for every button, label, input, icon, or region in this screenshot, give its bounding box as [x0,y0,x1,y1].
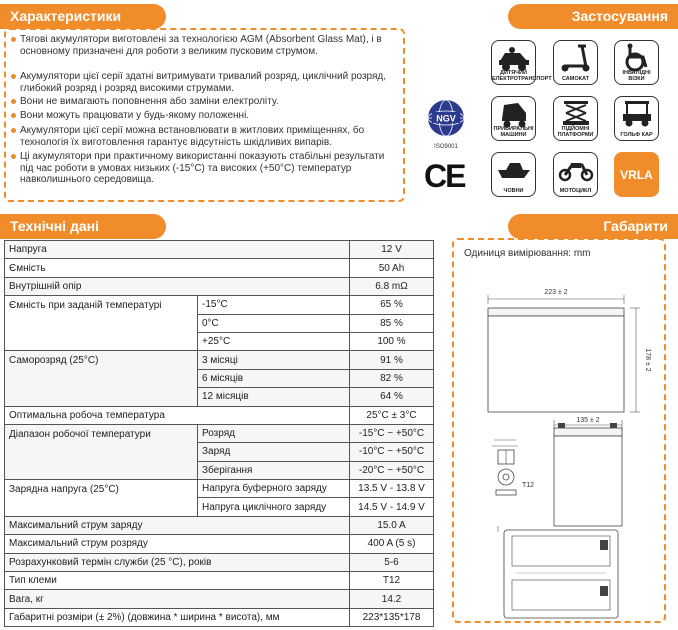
param-value: 65 % [350,296,434,314]
table-row [5,535,434,553]
golf-cart-icon [619,99,655,129]
app-vrla [614,152,659,197]
motorcycle-icon [558,155,594,185]
param-condition: Напруга буферного заряду [198,480,350,498]
param-value: 14.2 [350,590,434,608]
iso-text: ISO9001 [434,144,458,150]
app-label: МОТОЦИКЛ [559,188,592,194]
characteristics-title: Характеристики [10,8,122,24]
ngv-logo [424,98,468,148]
param-value: 15.0 A [350,516,434,534]
param-value: -10°C ~ +50°C [350,443,434,461]
scooter-icon [558,43,594,73]
ce-mark: CE [424,158,465,194]
param-condition: 0°C [198,314,350,332]
characteristic-item: Акумулятори цієї серії здатні витримувати тривалий розряд, циклічний розряд, глибокий розряд і розряд високими струмами. [20,71,400,94]
vrla-badge: VRLA [620,168,653,182]
param-label: Вага, кг [5,590,350,608]
app-wheelchair [614,40,659,85]
param-value: 50 Ah [350,259,434,277]
param-label: Діапазон робочої температури [5,424,198,479]
param-value: 14.5 V - 14.9 V [350,498,434,516]
table-row [5,608,434,626]
tech-title: Технічні дані [10,218,99,234]
unit-label: Одиниця вимірювання: mm [464,248,591,259]
dimensions-title: Габарити [603,218,668,234]
app-golf [614,96,659,141]
dimension-drawing [454,262,664,622]
param-value: 5-6 [350,553,434,571]
param-label: Максимальний струм заряду [5,516,350,534]
app-boat [491,152,536,197]
param-label: Розрахунковий термін служби (25 °C), років [5,553,350,571]
dimensions-box [452,238,666,623]
characteristic-item: Тягові акумулятори виготовлені за технологією AGM (Absorbent Glass Mat), і в основному призначені для роботи з великим пусковим струмом. [20,34,400,57]
param-label: Напруга [5,241,350,259]
length-dimension: 223 ± 2 [544,289,568,296]
table-row [5,516,434,534]
param-condition: 6 місяців [198,369,350,387]
param-value: 6.8 mΩ [350,277,434,295]
table-row [5,259,434,277]
characteristic-item: Ці акумулятори при практичному використанні показують стабільні результати під час роботи в умовах низьких (-15°C) та високих (+50°C) температур навколишнього середовища. [20,151,400,186]
param-value: 13.5 V - 13.8 V [350,480,434,498]
lift-platform-icon [558,99,594,129]
app-label: САМОКАТ [561,76,590,82]
app-label: ІНВАЛІДНІ ВІЗКИ [622,70,651,82]
table-row [5,553,434,571]
param-condition: Зберігання [198,461,350,479]
dimensions-header [508,214,678,239]
param-value: 25°C ± 3°C [350,406,434,424]
table-row [5,406,434,424]
terminal-detail [492,440,534,495]
characteristic-item: Вони можуть працювати у будь-якому положенні. [20,110,400,122]
param-condition: 3 місяці [198,351,350,369]
param-value: 400 A (5 s) [350,535,434,553]
param-label: Ємність при заданій температурі [5,296,198,351]
param-value: 100 % [350,332,434,350]
table-row [5,296,434,314]
param-condition: +25°C [198,332,350,350]
param-value: 91 % [350,351,434,369]
param-value: 64 % [350,388,434,406]
param-value: 82 % [350,369,434,387]
table-row [5,241,434,259]
table-row [5,572,434,590]
app-label: ДИТЯЧИЙ ЕЛЕКТРОТРАНСПОРТ [492,70,552,82]
ngv-text: NGV [436,113,456,124]
table-row [5,351,434,369]
param-label: Оптимальна робоча температура [5,406,350,424]
width-dimension: 135 ± 2 [576,417,600,424]
param-label: Внутрішній опір [5,277,350,295]
app-motorcycle [553,152,598,197]
characteristics-box [4,28,405,202]
param-value: 223*135*178 [350,608,434,626]
terminal-label: T12 [522,482,535,489]
boat-icon [496,155,532,185]
param-value: 85 % [350,314,434,332]
app-label: ПРИБИРАЛЬНІ МАШИНИ [493,126,534,138]
param-condition: Напруга циклічного заряду [198,498,350,516]
param-label: Максимальний струм розряду [5,535,350,553]
cleaning-machine-icon [496,99,532,129]
param-value: T12 [350,572,434,590]
table-row [5,277,434,295]
characteristic-item: Акумулятори цієї серії можна встановлювати в житлових приміщеннях, бо технологія їх виготовлення гарантує відсутність шкідливих випарів. [20,125,400,148]
wheelchair-icon [619,43,655,73]
globe-icon [424,98,468,138]
tech-table [4,240,434,627]
param-condition: 12 місяців [198,388,350,406]
app-cleaning [491,96,536,141]
param-condition: Заряд [198,443,350,461]
table-row [5,590,434,608]
param-value: -20°C ~ +50°C [350,461,434,479]
app-label: ЧОВНИ [503,188,524,194]
param-label: Тип клеми [5,572,350,590]
table-row [5,424,434,442]
applications-header [508,4,678,29]
app-scooter [553,40,598,85]
app-kids-car [491,40,552,85]
table-row [5,480,434,498]
characteristic-item: Вони не вимагають поповнення або заміни електроліту. [20,96,400,108]
param-label: Габаритні розміри (± 2%) (довжина * ширина * висота), мм [5,608,350,626]
param-value: 12 V [350,241,434,259]
param-label: Ємність [5,259,350,277]
characteristics-header [0,4,166,29]
param-label: Саморозряд (25°C) [5,351,198,406]
param-condition: Розряд [198,424,350,442]
height-dimension: 178 ± 2 [644,348,651,372]
param-label: Зарядна напруга (25°C) [5,480,198,517]
param-value: -15°C ~ +50°C [350,424,434,442]
applications-title: Застосування [571,8,668,24]
kids-car-icon [496,43,532,73]
param-condition: -15°C [198,296,350,314]
app-lift [553,96,598,141]
tech-header [0,214,166,239]
app-label: ГОЛЬФ КАР [620,132,653,138]
app-label: ПІДЙОМНІ ПЛАТФОРМИ [557,126,594,138]
